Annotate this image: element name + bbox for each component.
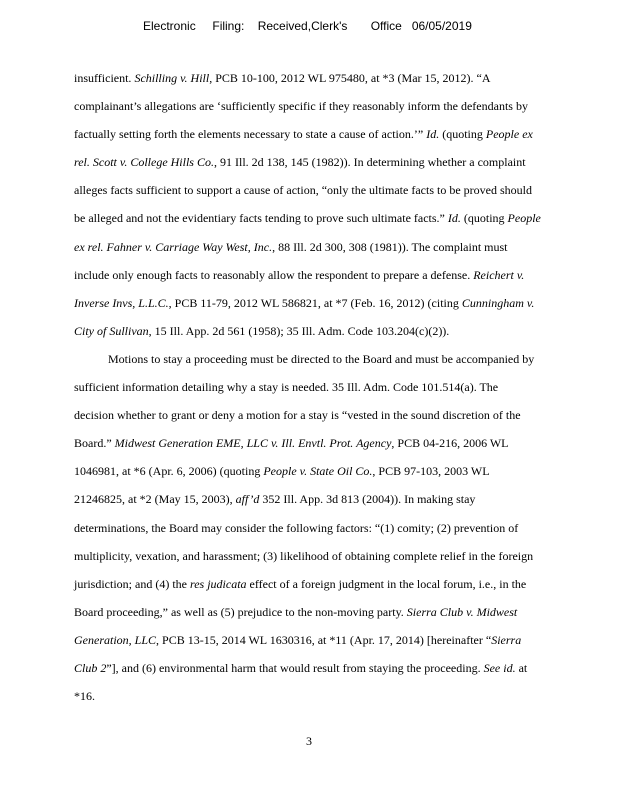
citation-italic: Cunningham v. (461, 295, 535, 310)
text-line (74, 461, 602, 489)
text-run: insufficient. (74, 71, 135, 85)
text-run: alleges facts sufficient to support a cause of action, “only the ultimate facts to be proved should (74, 183, 532, 198)
text-line (74, 180, 602, 208)
text-run: 352 Ill. App. 3d 813 (2004)). In making stay (259, 492, 476, 507)
text-line (74, 602, 602, 630)
text-run: *16. (74, 689, 95, 704)
text-run: Motions to stay a proceeding must be directed to the Board and must be accompanied by (108, 351, 535, 366)
text-run: ”], and (6) environmental harm that would result from staying the proceeding. (106, 660, 484, 675)
text-run: determinations, the Board may consider the following factors: “(1) comity; (2) prevention of (74, 520, 519, 535)
citation-italic: rel. Scott v. College Hills Co. (74, 155, 214, 170)
efiling-header: Electronic Filing: Received,Clerk's Office 06/05/2019 (143, 19, 472, 33)
text-line (74, 349, 602, 377)
text-line (74, 489, 602, 517)
page-number: 3 (306, 734, 312, 748)
citation-italic: Id. (447, 211, 461, 226)
text-run: decision whether to grant or deny a motion for a stay is “vested in the sound discretion of the (74, 408, 521, 423)
text-run: multiplicity, vexation, and harassment; (3) likelihood of obtaining complete relief in the foreign (74, 548, 534, 563)
text-line (74, 377, 602, 405)
text-run: , PCB 13-15, 2014 WL 1630316, at *11 (Apr. 17, 2014) [hereinafter “ (156, 632, 492, 647)
citation-italic: See id. (483, 660, 516, 675)
citation-italic: ex rel. Fahner v. Carriage Way West, Inc. (74, 239, 273, 254)
document-body (74, 68, 602, 714)
text-line (74, 574, 602, 602)
text-line (74, 686, 602, 714)
citation-italic: People v. State Oil Co. (263, 464, 373, 479)
citation-italic: Generation, LLC (74, 632, 157, 647)
text-line (74, 405, 602, 433)
text-run: , PCB 97-103, 2003 WL (372, 464, 490, 479)
text-run: jurisdiction; and (4) the (74, 576, 190, 591)
text-line (74, 293, 602, 321)
text-line (74, 433, 602, 461)
text-run: , 88 Ill. 2d 300, 308 (1981)). The complaint must (272, 239, 508, 254)
text-run: Board proceeding,” as well as (5) prejudice to the non-moving party. (74, 604, 407, 619)
text-line (74, 208, 602, 236)
text-line (74, 546, 602, 574)
citation-italic: City of Sullivan (74, 323, 149, 338)
text-run: factually setting forth the elements necessary to state a cause of action.’” (74, 127, 427, 142)
text-run: sufficient information detailing why a stay is needed. 35 Ill. Adm. Code 101.514(a). The (74, 380, 499, 395)
text-line (74, 630, 602, 658)
text-line (74, 518, 602, 546)
text-line (74, 152, 602, 180)
text-line (74, 68, 602, 96)
text-run: at (515, 660, 528, 675)
text-run: effect of a foreign judgment in the local forum, i.e., in the (246, 576, 527, 591)
text-run: , PCB 11-79, 2012 WL 586821, at *7 (Feb. 16, 2012) (citing (168, 295, 462, 310)
text-run: 21246825, at *2 (May 15, 2003), (74, 492, 236, 507)
text-line (74, 237, 602, 265)
citation-italic: People ex (485, 127, 533, 142)
citation-italic: res judicata (189, 576, 247, 591)
citation-italic: Midwest Generation EME, LLC v. Ill. Envtl. Prot. Agency (114, 436, 392, 451)
text-run: , PCB 04-216, 2006 WL (391, 436, 509, 451)
citation-italic: aff’d (235, 492, 260, 507)
text-run: Board.” (74, 436, 115, 451)
citation-italic: Inverse Invs, L.L.C. (74, 295, 169, 310)
text-run: 1046981, at *6 (Apr. 6, 2006) (quoting (74, 464, 264, 479)
citation-italic: Reichert v. (473, 267, 525, 282)
text-run: , 91 Ill. 2d 138, 145 (1982)). In determining whether a complaint (213, 155, 526, 170)
text-run: (quoting (439, 127, 486, 142)
citation-italic: Id. (426, 127, 440, 142)
text-line (74, 124, 602, 152)
text-line (74, 321, 602, 349)
citation-italic: Club 2 (74, 660, 107, 675)
text-run: complainant’s allegations are ‘sufficiently specific if they reasonably inform the defendants by (74, 99, 528, 114)
text-run: , 15 Ill. App. 2d 561 (1958); 35 Ill. Adm. Code 103.204(c)(2)). (148, 323, 450, 338)
text-line (74, 658, 602, 686)
text-run: include only enough facts to reasonably allow the respondent to prepare a defense. (74, 267, 474, 282)
citation-italic: Sierra (491, 632, 522, 647)
text-run: (quoting (460, 211, 508, 226)
text-run: , PCB 10-100, 2012 WL 975480, at *3 (Mar 15, 2012). “A (209, 71, 491, 85)
citation-italic: Schilling v. Hill (134, 71, 210, 85)
citation-italic: Sierra Club v. Midwest (406, 604, 518, 619)
text-line (74, 265, 602, 293)
text-line (74, 96, 602, 124)
text-run: be alleged and not the evidentiary facts tending to prove such ultimate facts.” (74, 211, 448, 226)
citation-italic: People (507, 211, 541, 226)
